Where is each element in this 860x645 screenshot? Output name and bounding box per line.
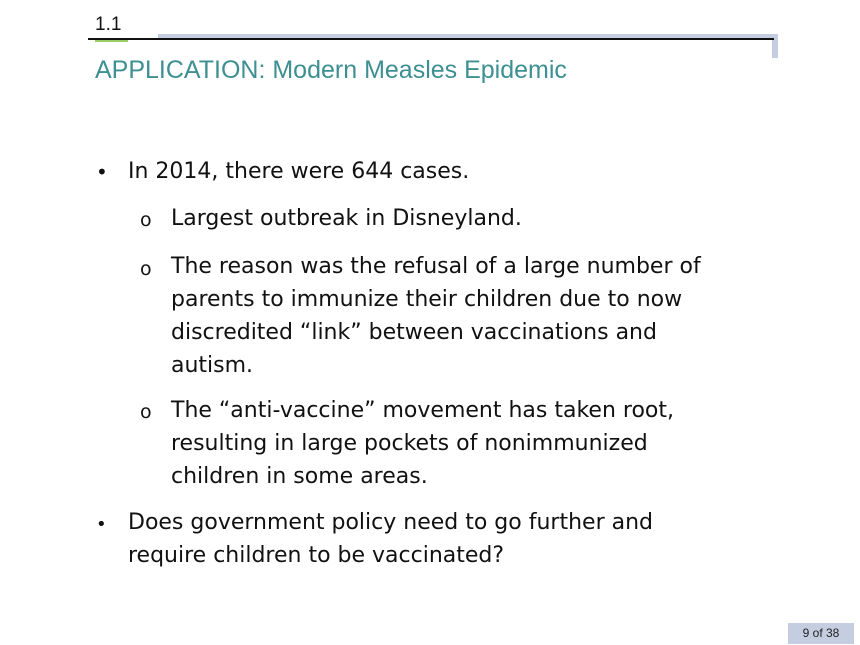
section-number: 1.1 [95, 14, 122, 35]
header-rule [88, 38, 774, 40]
bullet-marker: • [96, 160, 108, 184]
slide-title: APPLICATION: Modern Measles Epidemic [95, 56, 567, 84]
sub-bullet-item: Largest outbreak in Disneyland. [171, 206, 522, 231]
sub-bullet-item: The reason was the refusal of a large number of parents to immunize their children due to now discredited “link” between vaccinations and autism. [171, 254, 701, 378]
bullet-item: Does government policy need to go further and require children to be vaccinated? [128, 510, 653, 568]
bullet-item: In 2014, there were 644 cases. [128, 159, 470, 184]
sub-bullet-item: The “anti-vaccine” movement has taken root, resulting in large pockets of nonimmunized children in some areas. [171, 398, 674, 489]
bullet-marker: • [96, 514, 107, 535]
sub-bullet-marker: o [140, 401, 152, 423]
sub-bullet-marker: o [140, 209, 152, 231]
sub-bullet-marker: o [140, 258, 152, 280]
page-indicator: 9 of 38 [788, 623, 854, 644]
